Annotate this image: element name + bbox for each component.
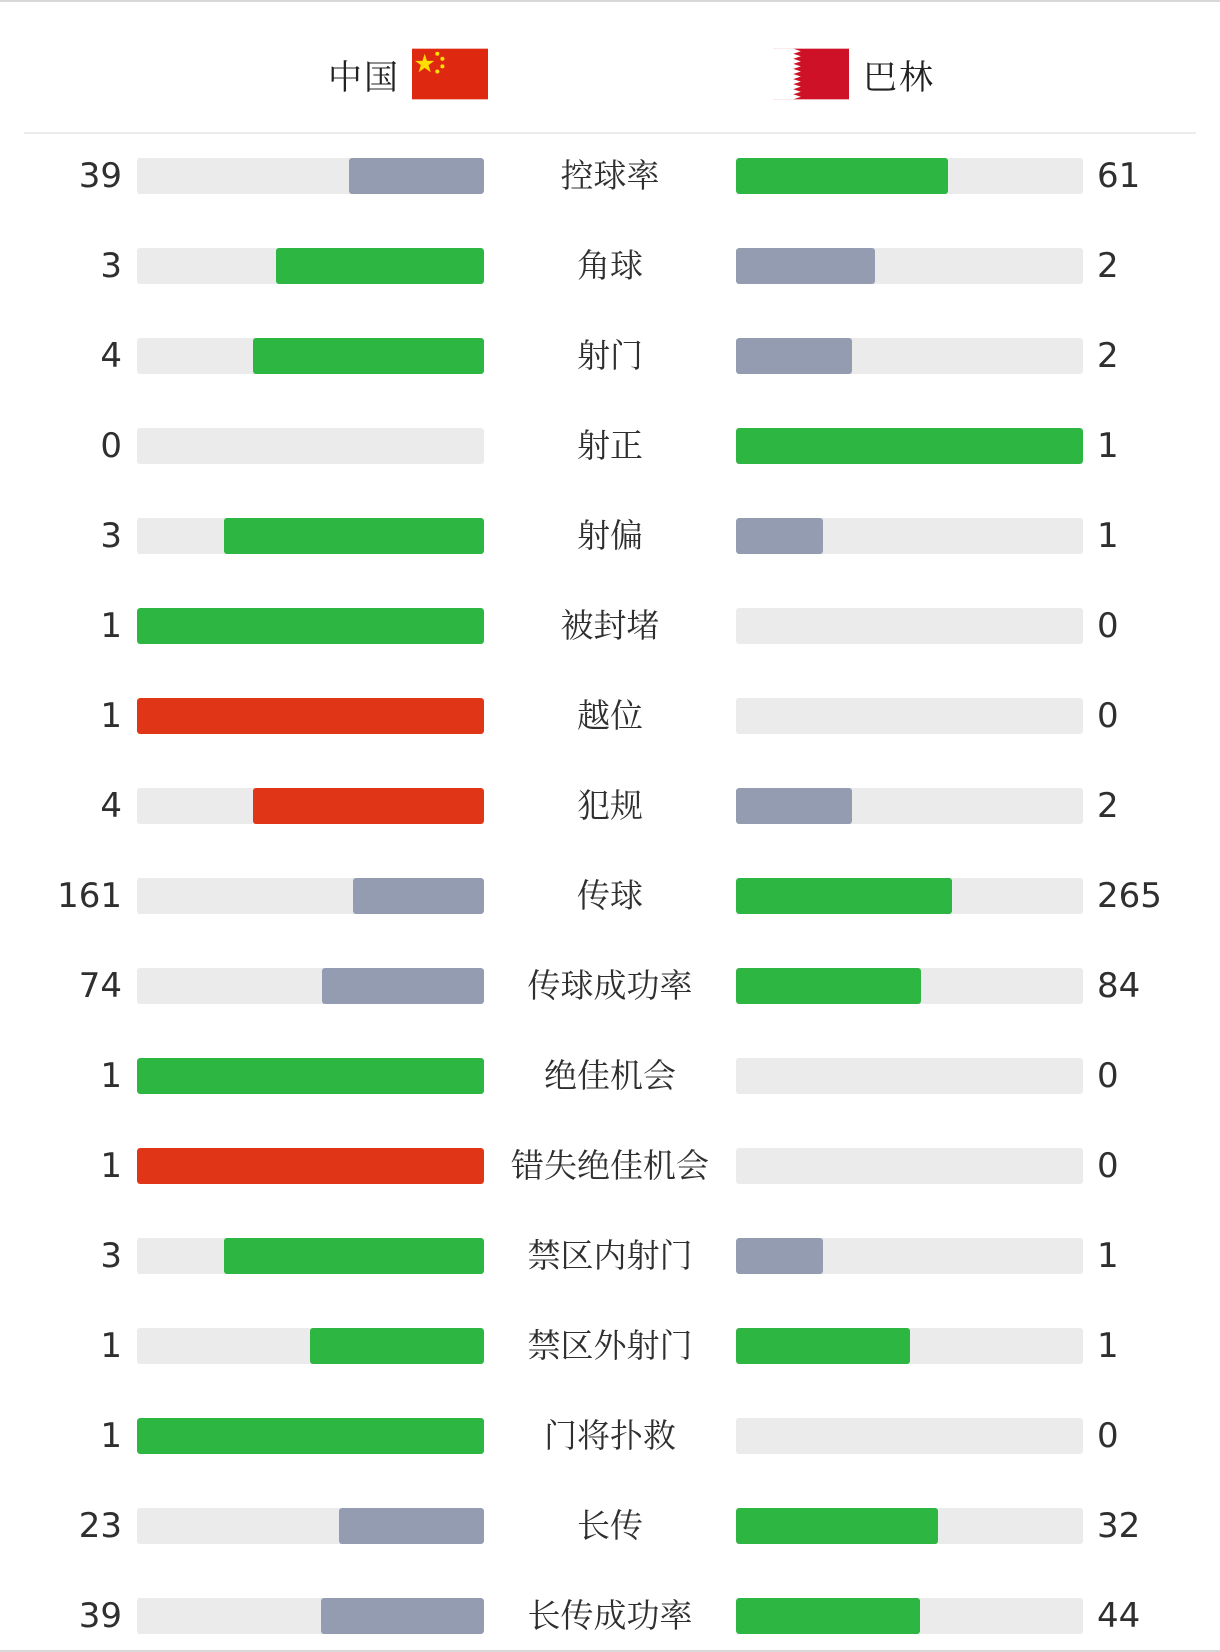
away-bar-fill bbox=[736, 428, 1083, 464]
home-value: 0 bbox=[100, 426, 122, 466]
stat-label: 传球成功率 bbox=[527, 966, 693, 1005]
stat-row bbox=[0, 696, 1220, 736]
away-team bbox=[773, 48, 935, 100]
away-value: 1 bbox=[1097, 426, 1119, 466]
stat-label: 门将扑救 bbox=[544, 1416, 676, 1455]
away-bar-track bbox=[736, 518, 1083, 554]
away-bar-track bbox=[736, 338, 1083, 374]
away-bar-fill bbox=[736, 878, 952, 914]
home-bar-track bbox=[137, 1508, 484, 1544]
away-value: 1 bbox=[1097, 516, 1119, 556]
away-bar-track bbox=[736, 1148, 1083, 1184]
stat-row bbox=[0, 516, 1220, 556]
stat-label: 错失绝佳机会 bbox=[511, 1146, 709, 1185]
home-bar-fill bbox=[253, 338, 484, 374]
stat-row bbox=[0, 1596, 1220, 1636]
home-value: 3 bbox=[100, 246, 122, 286]
away-value: 32 bbox=[1097, 1506, 1141, 1546]
away-bar-fill bbox=[736, 518, 823, 554]
stat-row bbox=[0, 156, 1220, 196]
stat-row bbox=[0, 786, 1220, 826]
home-bar-fill bbox=[137, 698, 484, 734]
away-bar-track bbox=[736, 248, 1083, 284]
stat-row bbox=[0, 966, 1220, 1006]
home-bar-fill bbox=[253, 788, 484, 824]
away-value: 1 bbox=[1097, 1326, 1119, 1366]
stat-row bbox=[0, 1506, 1220, 1546]
away-value: 0 bbox=[1097, 606, 1119, 646]
stat-label: 传球 bbox=[577, 876, 643, 915]
stat-label: 射正 bbox=[577, 426, 643, 465]
home-bar-fill bbox=[322, 968, 484, 1004]
stat-label: 角球 bbox=[577, 246, 643, 285]
home-bar-fill bbox=[137, 608, 484, 644]
stat-row bbox=[0, 1326, 1220, 1366]
away-value: 84 bbox=[1097, 966, 1141, 1006]
home-value: 1 bbox=[100, 1326, 122, 1366]
away-value: 2 bbox=[1097, 246, 1119, 286]
away-bar-track bbox=[736, 698, 1083, 734]
home-bar-fill bbox=[137, 1418, 484, 1454]
away-bar-fill bbox=[736, 1328, 910, 1364]
away-bar-track bbox=[736, 1058, 1083, 1094]
away-team-name: 巴林 bbox=[863, 57, 935, 98]
stat-label: 绝佳机会 bbox=[544, 1056, 676, 1095]
away-bar-track bbox=[736, 158, 1083, 194]
stat-label: 禁区内射门 bbox=[527, 1236, 693, 1275]
stat-label: 长传成功率 bbox=[527, 1596, 693, 1635]
home-bar-track bbox=[137, 1598, 484, 1634]
home-value: 4 bbox=[100, 336, 122, 376]
home-bar-fill bbox=[353, 878, 484, 914]
stat-row bbox=[0, 246, 1220, 286]
stat-row bbox=[0, 426, 1220, 466]
stat-row bbox=[0, 1056, 1220, 1096]
away-bar-fill bbox=[736, 248, 875, 284]
home-bar-track bbox=[137, 1058, 484, 1094]
home-value: 4 bbox=[100, 786, 122, 826]
stat-row bbox=[0, 876, 1220, 916]
away-bar-track bbox=[736, 1598, 1083, 1634]
away-bar-track bbox=[736, 1328, 1083, 1364]
home-value: 1 bbox=[100, 1056, 122, 1096]
home-bar-fill bbox=[276, 248, 484, 284]
stat-label: 射偏 bbox=[577, 516, 643, 555]
home-bar-track bbox=[137, 608, 484, 644]
home-bar-track bbox=[137, 158, 484, 194]
away-value: 2 bbox=[1097, 786, 1119, 826]
stat-row bbox=[0, 1146, 1220, 1186]
away-bar-track bbox=[736, 968, 1083, 1004]
away-bar-track bbox=[736, 608, 1083, 644]
home-bar-track bbox=[137, 698, 484, 734]
header-divider bbox=[24, 132, 1196, 134]
away-value: 265 bbox=[1097, 876, 1162, 916]
stat-row bbox=[0, 336, 1220, 376]
home-bar-track bbox=[137, 1148, 484, 1184]
away-value: 0 bbox=[1097, 1056, 1119, 1096]
home-bar-fill bbox=[224, 1238, 484, 1274]
home-value: 3 bbox=[100, 1236, 122, 1276]
home-value: 3 bbox=[100, 516, 122, 556]
home-team-name: 中国 bbox=[328, 57, 400, 98]
home-value: 23 bbox=[78, 1506, 122, 1546]
home-bar-fill bbox=[349, 158, 484, 194]
home-bar-fill bbox=[137, 1058, 484, 1094]
home-bar-fill bbox=[339, 1508, 484, 1544]
home-value: 1 bbox=[100, 1416, 122, 1456]
away-bar-track bbox=[736, 1418, 1083, 1454]
away-value: 1 bbox=[1097, 1236, 1119, 1276]
stat-label: 长传 bbox=[577, 1506, 643, 1545]
away-bar-track bbox=[736, 1508, 1083, 1544]
home-value: 39 bbox=[78, 1596, 122, 1636]
home-bar-fill bbox=[321, 1598, 484, 1634]
away-value: 0 bbox=[1097, 1146, 1119, 1186]
home-bar-track bbox=[137, 1418, 484, 1454]
teams-header bbox=[0, 2, 1220, 132]
home-bar-track bbox=[137, 1238, 484, 1274]
stat-label: 被封堵 bbox=[560, 606, 660, 645]
home-value: 161 bbox=[57, 876, 122, 916]
home-bar-track bbox=[137, 1328, 484, 1364]
stat-row bbox=[0, 606, 1220, 646]
away-bar-fill bbox=[736, 968, 921, 1004]
home-bar-track bbox=[137, 878, 484, 914]
home-bar-track bbox=[137, 338, 484, 374]
away-bar-fill bbox=[736, 1238, 823, 1274]
home-bar-fill bbox=[310, 1328, 484, 1364]
away-value: 61 bbox=[1097, 156, 1141, 196]
away-bar-fill bbox=[736, 788, 852, 824]
china-flag-icon bbox=[412, 48, 488, 100]
away-bar-track bbox=[736, 1238, 1083, 1274]
home-bar-track bbox=[137, 968, 484, 1004]
away-value: 44 bbox=[1097, 1596, 1141, 1636]
stat-label: 禁区外射门 bbox=[527, 1326, 693, 1365]
stat-label: 控球率 bbox=[560, 156, 660, 195]
bahrain-flag-icon bbox=[773, 48, 849, 100]
away-bar-track bbox=[736, 878, 1083, 914]
away-value: 2 bbox=[1097, 336, 1119, 376]
home-bar-track bbox=[137, 428, 484, 464]
away-bar-fill bbox=[736, 158, 948, 194]
home-bar-track bbox=[137, 248, 484, 284]
stat-row bbox=[0, 1236, 1220, 1276]
home-value: 1 bbox=[100, 1146, 122, 1186]
away-bar-fill bbox=[736, 1598, 920, 1634]
stat-label: 射门 bbox=[577, 336, 643, 375]
away-bar-fill bbox=[736, 1508, 938, 1544]
home-value: 1 bbox=[100, 696, 122, 736]
home-team bbox=[328, 48, 488, 100]
away-value: 0 bbox=[1097, 696, 1119, 736]
stat-row bbox=[0, 1416, 1220, 1456]
away-value: 0 bbox=[1097, 1416, 1119, 1456]
home-value: 74 bbox=[78, 966, 122, 1006]
away-bar-track bbox=[736, 428, 1083, 464]
away-bar-fill bbox=[736, 338, 852, 374]
away-bar-track bbox=[736, 788, 1083, 824]
stat-label: 越位 bbox=[577, 696, 643, 735]
home-bar-track bbox=[137, 518, 484, 554]
home-bar-fill bbox=[224, 518, 484, 554]
home-value: 1 bbox=[100, 606, 122, 646]
home-value: 39 bbox=[78, 156, 122, 196]
stat-label: 犯规 bbox=[577, 786, 643, 825]
home-bar-fill bbox=[137, 1148, 484, 1184]
home-bar-track bbox=[137, 788, 484, 824]
